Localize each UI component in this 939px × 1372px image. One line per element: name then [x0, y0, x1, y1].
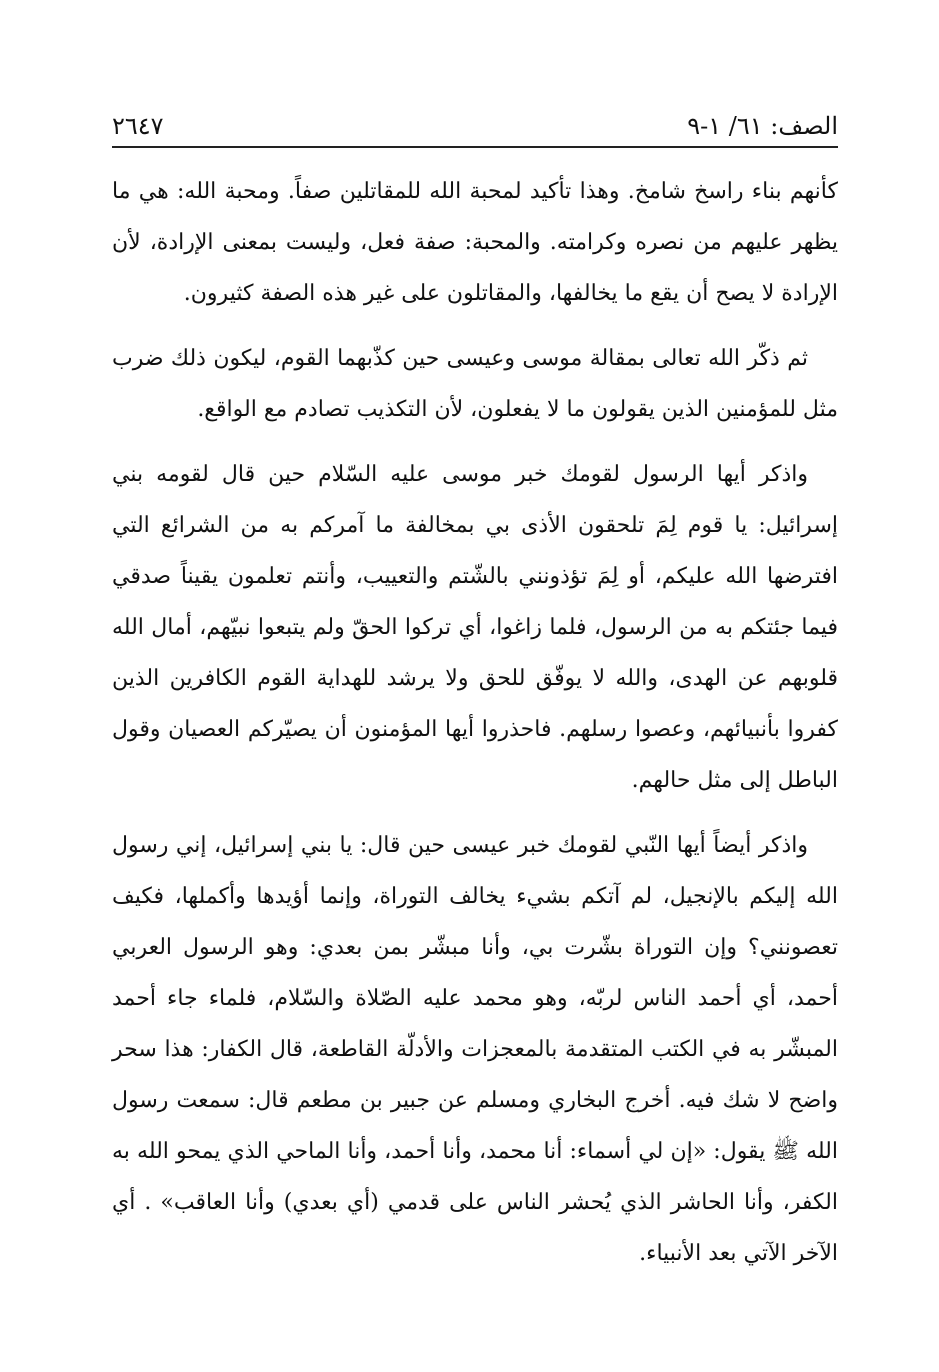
header-divider [112, 146, 838, 148]
surah-verse-reference: الصف: ٦١/ ١-٩ [687, 112, 838, 140]
page-number: ٢٦٤٧ [112, 112, 164, 140]
paragraph-1: كأنهم بناء راسخ شامخ. وهذا تأكيد لمحبة الله للمقاتلين صفاً. ومحبة الله: هي ما يظهر عليهم من نصره وكرامته. والمحبة: صفة فعل، وليست بمعنى الإرادة، لأن الإرادة لا يصح أن يقع ما يخالفها، والمقاتلون على غير هذه الصفة كثيرون. [112, 179, 838, 306]
page-header [112, 104, 838, 146]
body-text [112, 166, 838, 1279]
paragraph-3: واذكر أيها الرسول لقومك خبر موسى عليه السّلام حين قال لقومه بني إسرائيل: يا قوم لِمَ تلحقون الأذى بي بمخالفة ما آمركم به من الشرائع التي افترضها الله عليكم، أو لِمَ تؤذونني بالشّتم والتعييب، وأنتم تعلمون يقيناً صدقي فيما جئتكم به من الرسول، فلما زاغوا، أي تركوا الحقّ ولم يتبعوا نبيّهم، أمال الله قلوبهم عن الهدى، والله لا يوفّق للحق ولا يرشد للهداية القوم الكافرين الذين كفروا بأنبيائهم، وعصوا رسلهم. فاحذروا أيها المؤمنون أن يصيّركم العصيان وقول الباطل إلى مثل حالهم. [112, 462, 838, 793]
paragraph-4: واذكر أيضاً أيها النّبي لقومك خبر عيسى حين قال: يا بني إسرائيل، إني رسول الله إليكم بالإنجيل، لم آتكم بشيء يخالف التوراة، وإنما أؤيدها وأكملها، فكيف تعصونني؟ وإن التوراة بشّرت بي، وأنا مبشّر بمن بعدي: وهو الرسول العربي أحمد، أي أحمد الناس لربّه، وهو محمد عليه الصّلاة والسّلام، فلماء جاء أحمد المبشّر به في الكتب المتقدمة بالمعجزات والأدلّة القاطعة، قال الكفار: هذا سحر واضح لا شك فيه. أخرج البخاري ومسلم عن جبير بن مطعم قال: سمعت رسول الله ﷺ يقول: «إن لي أسماء: أنا محمد، وأنا أحمد، وأنا الماحي الذي يمحو الله به الكفر، وأنا الحاشر الذي يُحشر الناس على قدمي (أي بعدي) وأنا العاقب» . أي الآخر الآتي بعد الأنبياء. [112, 833, 838, 1266]
paragraph-2: ثم ذكّر الله تعالى بمقالة موسى وعيسى حين كذّبهما القوم، ليكون ذلك ضرب مثل للمؤمنين الذين يقولون ما لا يفعلون، لأن التكذيب تصادم مع الواقع. [112, 346, 838, 422]
